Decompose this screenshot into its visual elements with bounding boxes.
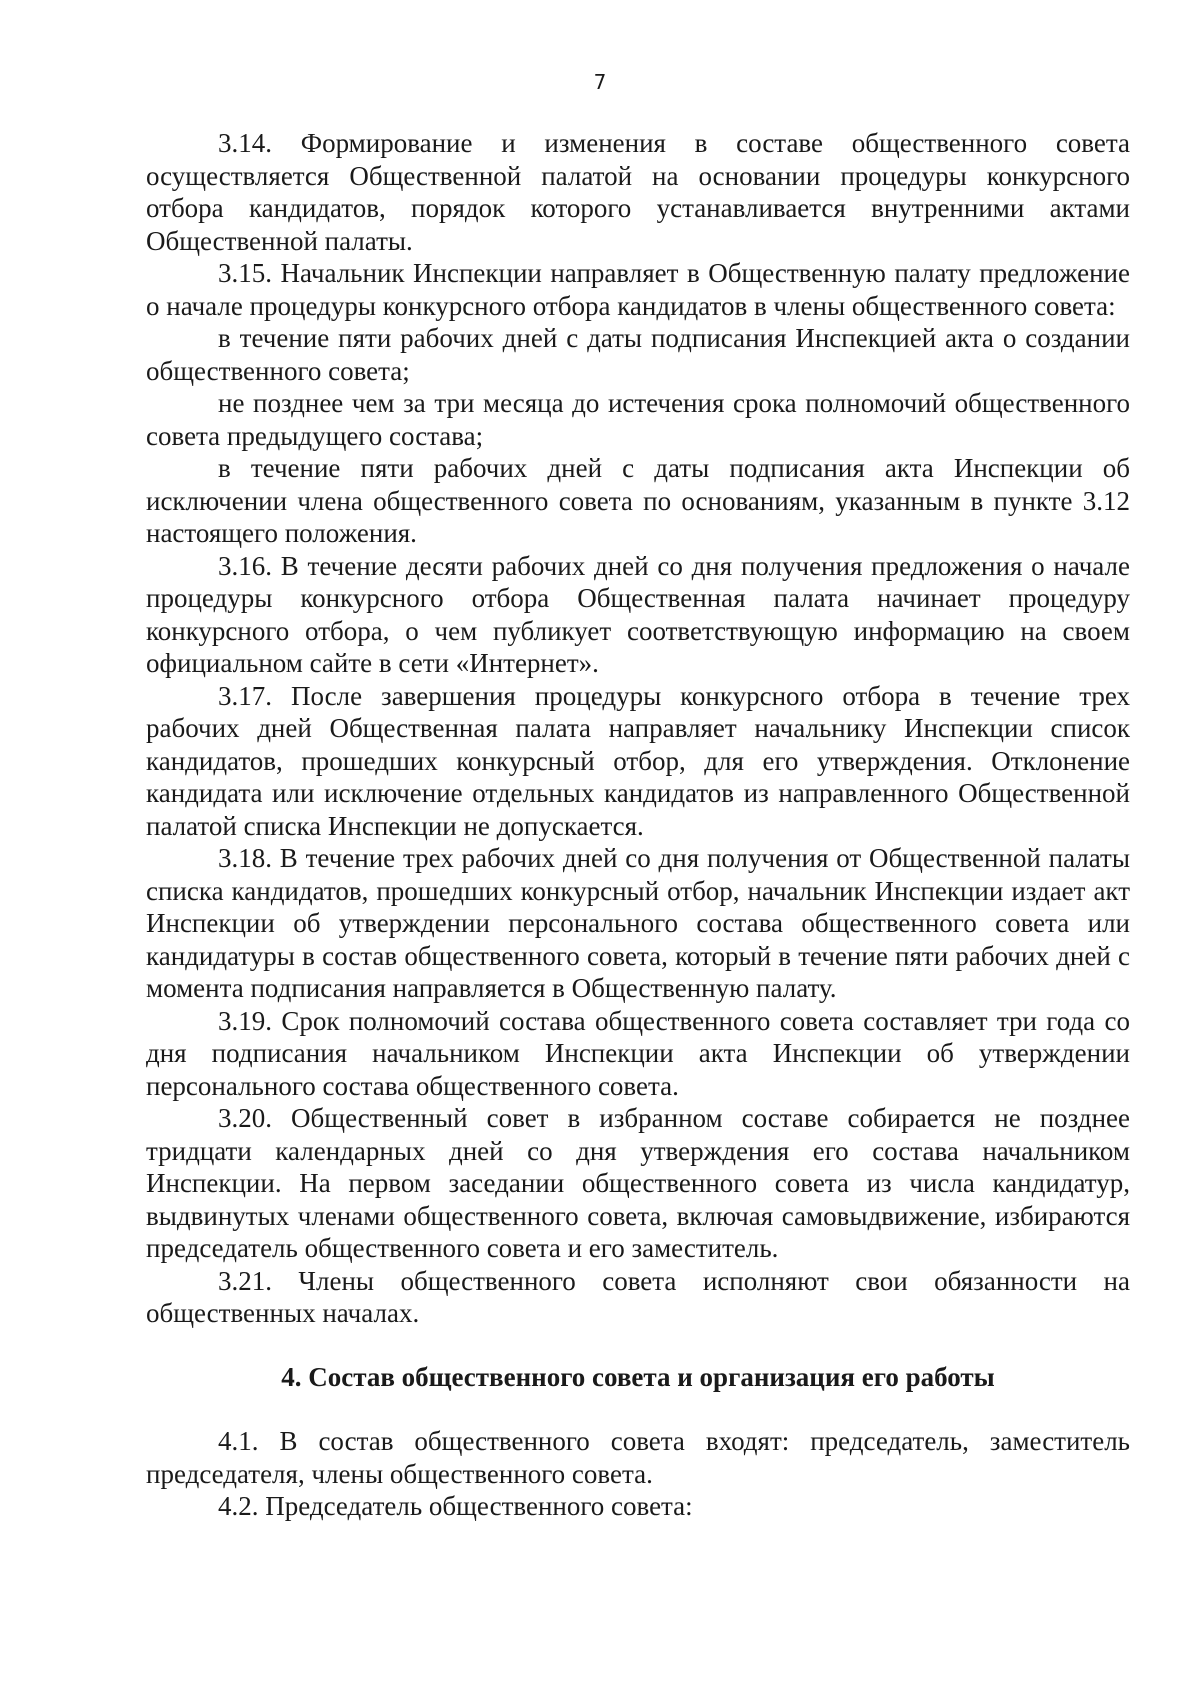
paragraph-3-15-item-3: в течение пяти рабочих дней с даты подписания акта Инспекции об исключении члена общественного совета по основаниям, указанным в пункте 3.12 настоящего положения. xyxy=(146,453,1130,548)
paragraph-3-15: 3.15. Начальник Инспекции направляет в Общественную палату предложение о начале процедуры конкурсного отбора кандидатов в члены общественного совета: xyxy=(146,258,1130,321)
paragraph-3-20: 3.20. Общественный совет в избранном составе собирается не позднее тридцати календарных дней со дня утверждения его состава начальником Инспекции. На первом заседании общественного совета из числа кандидатур, выдвинутых членами общественного совета, включая самовыдвижение, избираются председатель общественного совета и его заместитель. xyxy=(146,1103,1130,1263)
paragraph-3-16: 3.16. В течение десяти рабочих дней со дня получения предложения о начале процедуры конкурсного отбора Общественная палата начинает процедуру конкурсного отбора, о чем публикует соответствующую информацию на своем официальном сайте в сети «Интернет». xyxy=(146,550,1130,678)
paragraph-4-1: 4.1. В состав общественного совета входят: председатель, заместитель председателя, члены общественного совета. xyxy=(146,1426,1130,1489)
paragraph-3-21: 3.21. Члены общественного совета исполняют свои обязанности на общественных началах. xyxy=(146,1265,1130,1328)
paragraph-3-15-item-2: не позднее чем за три месяца до истечения срока полномочий общественного совета предыдущего состава; xyxy=(146,388,1130,451)
paragraph-3-19: 3.19. Срок полномочий состава общественного совета составляет три года со дня подписания начальником Инспекции акта Инспекции об утверждении персонального состава общественного совета. xyxy=(146,1005,1130,1101)
paragraph-3-15-item-1: в течение пяти рабочих дней с даты подписания Инспекцией акта о создании общественного совета; xyxy=(146,323,1130,386)
section-heading: 4. Состав общественного совета и организация его работы xyxy=(281,1361,995,1392)
paragraph-3-17: 3.17. После завершения процедуры конкурсного отбора в течение трех рабочих дней Общественная палата направляет начальнику Инспекции список кандидатов, прошедших конкурсный отбор, для его утверждения. Отклонение кандидата или исключение отдельных кандидатов из направленного Общественной палатой списка Инспекции не допускается. xyxy=(146,680,1130,841)
paragraph-3-14: 3.14. Формирование и изменения в составе общественного совета осуществляется Общественной палатой на основании процедуры конкурсного отбора кандидатов, порядок которого устанавливается внутренними актами Общественной палаты. xyxy=(146,128,1130,256)
paragraph-4-2: 4.2. Председатель общественного совета: xyxy=(218,1491,693,1521)
page-number: 7 xyxy=(593,70,607,94)
document-body xyxy=(146,127,1130,1523)
paragraph-3-18: 3.18. В течение трех рабочих дней со дня получения от Общественной палаты списка кандидатов, прошедших конкурсный отбор, начальник Инспекции издает акт Инспекции об утверждении персонального состава общественного совета или кандидатуры в состав общественного совета, который в течение пяти рабочих дней с момента подписания направляется в Общественную палату. xyxy=(146,843,1130,1003)
